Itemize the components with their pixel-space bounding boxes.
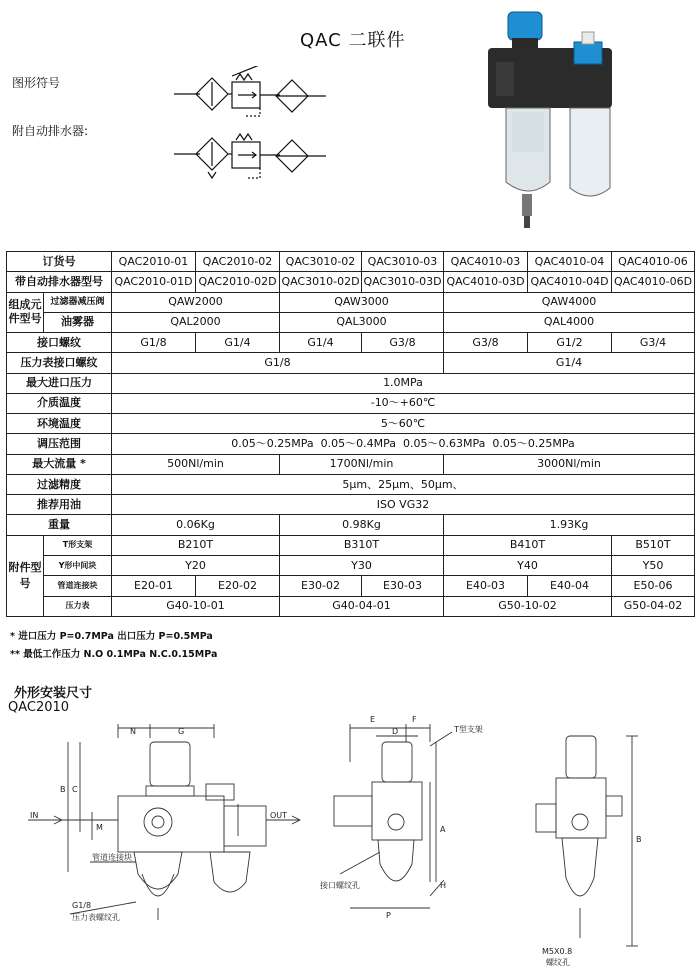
table-cell: E30-03 — [362, 576, 444, 596]
table-cell: 0.05～0.63MPa — [403, 437, 486, 451]
row-component-filter — [7, 292, 695, 312]
table-cell: 1.93Kg — [444, 515, 695, 535]
table-cell: Y20 — [112, 555, 280, 575]
row-reg-range — [7, 434, 695, 454]
table-cell: E20-02 — [196, 576, 280, 596]
note-2: ** 最低工作压力 N.O 0.1MPa N.C.0.15MPa — [10, 649, 218, 660]
dim-h: H — [440, 881, 447, 890]
spec-table — [6, 251, 695, 617]
row-auto-drain — [7, 272, 695, 292]
label-gauge-port: G1/8 — [72, 901, 92, 910]
table-cell: QAC2010-01D — [112, 272, 196, 292]
table-cell: QAC4010-04 — [528, 252, 612, 272]
table-cell: G3/8 — [444, 333, 528, 353]
row-gauge-thread — [7, 353, 695, 373]
table-cell: QAC3010-03D — [362, 272, 444, 292]
table-cell: QAC4010-06 — [612, 252, 695, 272]
table-cell: G50-10-02 — [444, 596, 612, 616]
table-cell: E30-02 — [280, 576, 362, 596]
table-cell: QAC3010-03 — [362, 252, 444, 272]
row-order-no — [7, 252, 695, 272]
row-medium-temp — [7, 393, 695, 413]
row-component-lub — [7, 312, 695, 332]
lubricator-label: 油雾器 — [44, 312, 112, 332]
table-cell: G50-04-02 — [612, 596, 695, 616]
dim-c: C — [72, 785, 78, 794]
dim-g: G — [178, 727, 185, 736]
max-pressure-label: 最大进口压力 — [7, 373, 112, 393]
table-cell: G40-04-01 — [280, 596, 444, 616]
table-cell: G1/2 — [528, 333, 612, 353]
table-cell: QAC2010-02 — [196, 252, 280, 272]
dim-e: E — [370, 715, 376, 724]
table-cell: QAC2010-01 — [112, 252, 196, 272]
table-cell: 0.05～0.25MPa — [492, 437, 575, 451]
table-cell: 0.06Kg — [112, 515, 280, 535]
page-title: QAC 二联件 — [300, 30, 406, 51]
label-in: IN — [30, 811, 39, 820]
table-cell: 5μm、25μm、50μm、 — [112, 474, 695, 494]
table-cell: QAW2000 — [112, 292, 280, 312]
table-cell: B510T — [612, 535, 695, 555]
table-cell: QAL2000 — [112, 312, 280, 332]
table-cell: QAC2010-02D — [196, 272, 280, 292]
table-cell: E20-01 — [112, 576, 196, 596]
table-cell: G1/8 — [112, 353, 444, 373]
dim-b: B — [60, 785, 66, 794]
label-port-thread: 接口螺纹孔 — [320, 881, 360, 890]
pneumatic-symbol-diagram — [170, 66, 330, 196]
row-y-block — [7, 555, 695, 575]
dim-model: QAC2010 — [8, 700, 70, 715]
table-cell: 0.98Kg — [280, 515, 444, 535]
table-cell: QAC3010-02D — [280, 272, 362, 292]
medium-temp-label: 介质温度 — [7, 393, 112, 413]
table-cell: E50-06 — [612, 576, 695, 596]
dim-a: A — [440, 825, 446, 834]
table-cell: B310T — [280, 535, 444, 555]
table-cell: G1/8 — [112, 333, 196, 353]
table-cell: G3/4 — [612, 333, 695, 353]
row-filter-precision — [7, 474, 695, 494]
ambient-temp-label: 环境温度 — [7, 414, 112, 434]
table-cell: E40-04 — [528, 576, 612, 596]
symbol-label: 图形符号 — [12, 76, 61, 90]
table-cell: QAL3000 — [280, 312, 444, 332]
row-pipe-block — [7, 576, 695, 596]
reg-range-label: 调压范围 — [7, 434, 112, 454]
row-port-thread — [7, 333, 695, 353]
table-cell: E40-03 — [444, 576, 528, 596]
component-label: 组成元件型号 — [7, 292, 44, 333]
row-t-bracket — [7, 535, 695, 555]
auto-drain-model-label: 带自动排水器型号 — [7, 272, 112, 292]
label-out: OUT — [270, 811, 288, 820]
max-flow-label: 最大流量 * — [7, 454, 112, 474]
table-cell: QAC3010-02 — [280, 252, 362, 272]
table-cell: QAC4010-06D — [612, 272, 695, 292]
label-gauge-port-desc: 压力表螺纹孔 — [72, 913, 120, 922]
label-t-bracket: T型支架 — [454, 725, 483, 734]
row-weight — [7, 515, 695, 535]
dim-title: 外形安装尺寸 — [14, 686, 93, 701]
table-cell: QAW3000 — [280, 292, 444, 312]
pipe-block-label: 管道连接块 — [44, 576, 112, 596]
label-m5: M5X0.8 — [542, 947, 573, 956]
table-cell: Y40 — [444, 555, 612, 575]
table-cell: G40-10-01 — [112, 596, 280, 616]
table-cell: QAC4010-03D — [444, 272, 528, 292]
y-block-label: Y形中间块 — [44, 555, 112, 575]
table-cell: 1700Nl/min — [280, 454, 444, 474]
row-gauge — [7, 596, 695, 616]
table-cell: G3/8 — [362, 333, 444, 353]
label-m5-desc: 螺纹孔 — [546, 958, 570, 967]
dim-f: F — [412, 715, 417, 724]
oil-label: 推荐用油 — [7, 495, 112, 515]
dim-n: N — [130, 727, 136, 736]
table-cell: G1/4 — [196, 333, 280, 353]
table-cell: QAW4000 — [444, 292, 695, 312]
table-cell: QAC4010-03 — [444, 252, 528, 272]
gauge-label: 压力表 — [44, 596, 112, 616]
table-cell: ISO VG32 — [112, 495, 695, 515]
label-pipe-block: 管道连接块 — [92, 853, 132, 862]
row-oil — [7, 495, 695, 515]
table-cell: 1.0MPa — [112, 373, 695, 393]
table-cell: G1/4 — [444, 353, 695, 373]
auto-drain-label: 附自动排水器: — [12, 124, 89, 138]
weight-label: 重量 — [7, 515, 112, 535]
dim-d: D — [392, 727, 399, 736]
table-cell: 3000Nl/min — [444, 454, 695, 474]
table-cell: 500Nl/min — [112, 454, 280, 474]
table-cell: G1/4 — [280, 333, 362, 353]
reg-range-values — [112, 434, 695, 454]
dim-m: M — [96, 823, 103, 832]
product-photo — [478, 6, 628, 234]
dim-p: P — [386, 911, 391, 920]
row-max-pressure — [7, 373, 695, 393]
table-cell: B410T — [444, 535, 612, 555]
table-cell: QAL4000 — [444, 312, 695, 332]
table-cell: Y30 — [280, 555, 444, 575]
note-1: * 进口压力 P=0.7MPa 出口压力 P=0.5MPa — [10, 631, 213, 642]
table-cell: QAC4010-04D — [528, 272, 612, 292]
accessories-label: 附件型号 — [7, 535, 44, 616]
dimension-drawing — [0, 712, 700, 979]
table-cell: 0.05～0.25MPa — [231, 437, 314, 451]
row-max-flow — [7, 454, 695, 474]
table-cell: Y50 — [612, 555, 695, 575]
table-cell: -10～+60℃ — [112, 393, 695, 413]
filter-precision-label: 过滤精度 — [7, 474, 112, 494]
table-cell: 0.05～0.4MPa — [320, 437, 396, 451]
table-cell: B210T — [112, 535, 280, 555]
row-ambient-temp — [7, 414, 695, 434]
port-thread-label: 接口螺纹 — [7, 333, 112, 353]
t-bracket-label: T形支架 — [44, 535, 112, 555]
table-cell: 5～60℃ — [112, 414, 695, 434]
order-no-label: 订货号 — [7, 252, 112, 272]
gauge-thread-label: 压力表接口螺纹 — [7, 353, 112, 373]
filter-label: 过滤器减压阀 — [44, 292, 112, 312]
dim-b2: B — [636, 835, 642, 844]
